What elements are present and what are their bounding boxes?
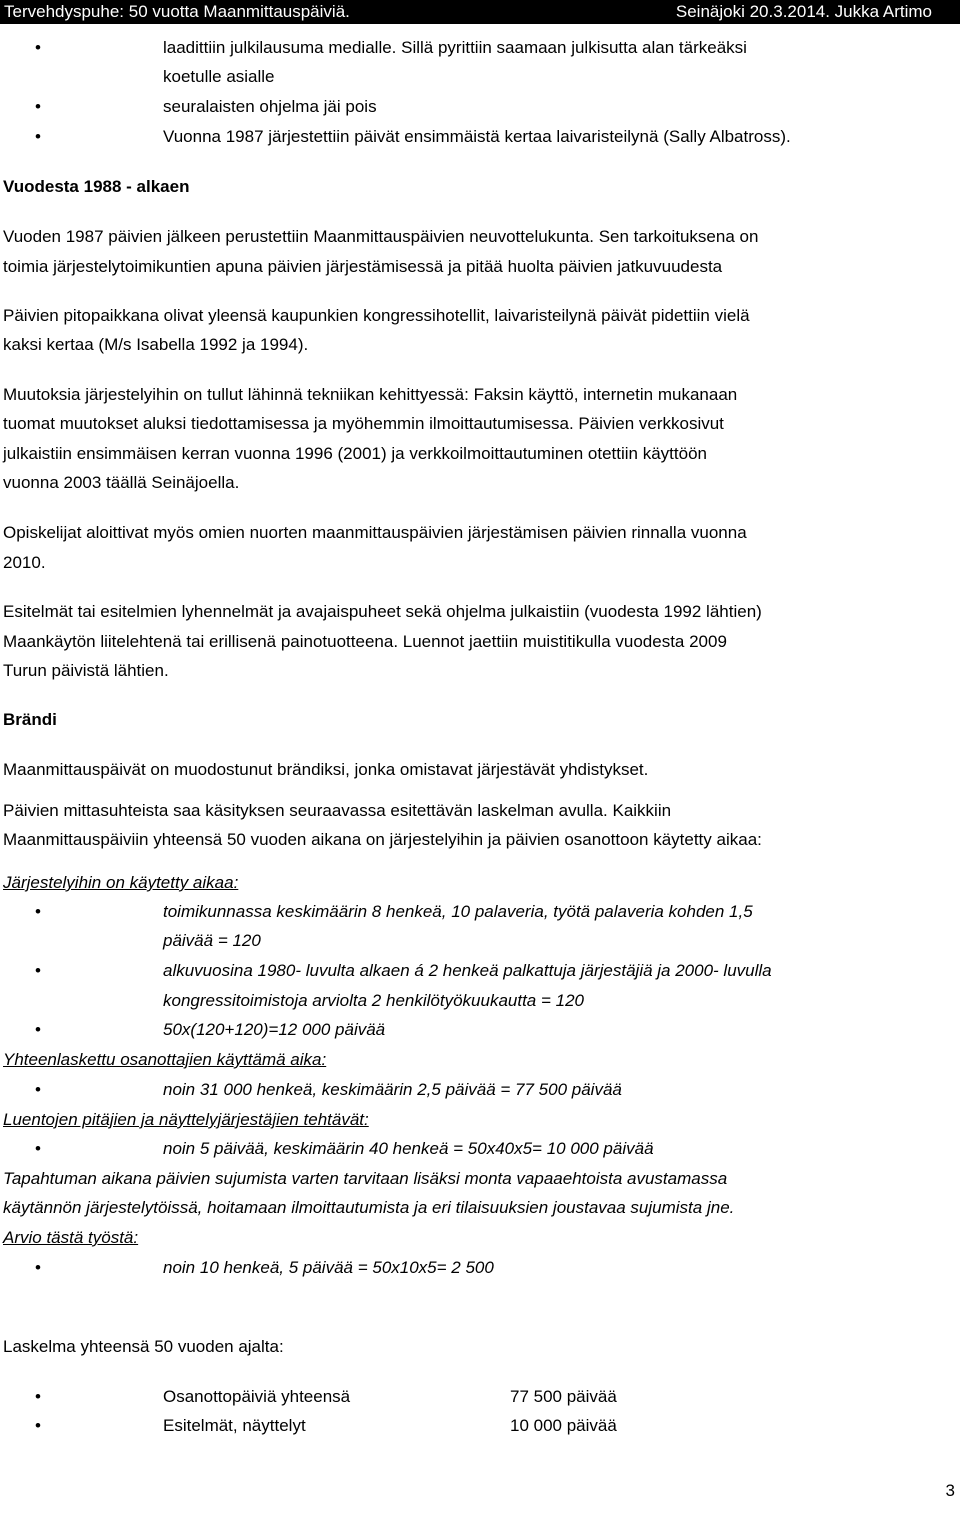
header-right-text: Seinäjoki 20.3.2014. Jukka Artimo: [675, 2, 932, 21]
bullet-icon: •: [35, 1080, 41, 1099]
paragraph-line: Maanmittauspäivät on muodostunut brändiksi, jonka omistavat järjestävät yhdistykset.: [3, 760, 649, 779]
bullet-icon: •: [35, 1387, 41, 1406]
calc-label: Arvio tästä työstä:: [3, 1228, 139, 1247]
calc-item: 50x(120+120)=12 000 päivää: [163, 1020, 386, 1039]
bullet-icon: •: [35, 961, 41, 980]
bullet-icon: •: [35, 1416, 41, 1435]
calc-item-continuation: kongressitoimistoja arviolta 2 henkilötyökuukautta = 120: [163, 991, 584, 1010]
paragraph-line: Maankäytön liitelehtenä tai erillisenä painotuotteena. Luennot jaettiin muistitikulla vuodesta 2009: [3, 632, 727, 651]
summary-row-label: Osanottopäiviä yhteensä: [163, 1387, 351, 1406]
header-left-text: Tervehdyspuhe: 50 vuotta Maanmittauspäiviä.: [4, 2, 350, 21]
summary-row-value: 10 000 päivää: [510, 1416, 617, 1435]
paragraph-line: Maanmittauspäiviin yhteensä 50 vuoden aikana on järjestelyihin ja päivien osanottoon käytetty aikaa:: [3, 830, 762, 849]
bullet-icon: •: [35, 97, 41, 116]
section-heading: Vuodesta 1988 - alkaen: [3, 177, 190, 196]
list-item: seuralaisten ohjelma jäi pois: [163, 97, 377, 116]
paragraph-line: Esitelmät tai esitelmien lyhennelmät ja avajaispuheet sekä ohjelma julkaistiin (vuodesta 1992 lähtien): [3, 602, 762, 621]
paragraph-line: Päivien mittasuhteista saa käsityksen seuraavassa esitettävän laskelman avulla. Kaikkiin: [3, 801, 672, 820]
calc-item-continuation: päivää = 120: [163, 931, 261, 950]
summary-row-label: Esitelmät, näyttelyt: [163, 1416, 306, 1435]
list-item-continuation: koetulle asialle: [163, 67, 275, 86]
calc-label: Järjestelyihin on käytetty aikaa:: [3, 873, 239, 892]
calc-label: Luentojen pitäjien ja näyttelyjärjestäjien tehtävät:: [3, 1110, 369, 1129]
calc-paragraph-line: käytännön järjestelytöissä, hoitamaan ilmoittautumista ja eri tilaisuuksien joustavaa sujumista jne.: [3, 1198, 735, 1217]
paragraph-line: Turun päivistä lähtien.: [3, 661, 169, 680]
list-item: laadittiin julkilausuma medialle. Sillä pyrittiin saamaan julkisutta alan tärkeäksi: [163, 38, 747, 57]
bullet-icon: •: [35, 902, 41, 921]
calc-item: noin 31 000 henkeä, keskimäärin 2,5 päivää = 77 500 päivää: [163, 1080, 622, 1099]
paragraph-line: kaksi kertaa (M/s Isabella 1992 ja 1994).: [3, 335, 309, 354]
bullet-icon: •: [35, 1139, 41, 1158]
paragraph-line: toimia järjestelytoimikuntien apuna päivien järjestämisessä ja pitää huolta päivien jatkuvuudesta: [3, 257, 723, 276]
bullet-icon: •: [35, 38, 41, 57]
summary-row-value: 77 500 päivää: [510, 1387, 617, 1406]
paragraph-line: 2010.: [3, 553, 46, 572]
bullet-icon: •: [35, 1020, 41, 1039]
calc-label: Yhteenlaskettu osanottajien käyttämä aika:: [3, 1050, 327, 1069]
list-item: Vuonna 1987 järjestettiin päivät ensimmäistä kertaa laivaristeilynä (Sally Albatross).: [163, 127, 791, 146]
section-heading: Brändi: [3, 710, 57, 729]
bullet-icon: •: [35, 1258, 41, 1277]
paragraph-line: julkaistiin ensimmäisen kerran vuonna 1996 (2001) ja verkkoilmoittautuminen otettiin käyttöön: [3, 444, 707, 463]
calc-item: toimikunnassa keskimäärin 8 henkeä, 10 palaveria, työtä palaveria kohden 1,5: [163, 902, 753, 921]
page-number: 3: [945, 1481, 955, 1500]
paragraph-line: Opiskelijat aloittivat myös omien nuorten maanmittauspäivien järjestämisen päivien rinnalla vuonna: [3, 523, 747, 542]
calc-item: noin 10 henkeä, 5 päivää = 50x10x5= 2 500: [163, 1258, 494, 1277]
page-header: [0, 0, 960, 24]
summary-title: Laskelma yhteensä 50 vuoden ajalta:: [3, 1337, 284, 1356]
paragraph-line: Päivien pitopaikkana olivat yleensä kaupunkien kongressihotellit, laivaristeilynä päivät pidettiin vielä: [3, 306, 750, 325]
calc-item: noin 5 päivää, keskimäärin 40 henkeä = 50x40x5= 10 000 päivää: [163, 1139, 654, 1158]
paragraph-line: Vuoden 1987 päivien jälkeen perustettiin Maanmittauspäivien neuvottelukunta. Sen tarkoituksena on: [3, 227, 759, 246]
calc-paragraph-line: Tapahtuman aikana päivien sujumista varten tarvitaan lisäksi monta vapaaehtoista avustamassa: [3, 1169, 728, 1188]
calc-item: alkuvuosina 1980- luvulta alkaen á 2 henkeä palkattuja järjestäjiä ja 2000- luvulla: [163, 961, 772, 980]
bullet-icon: •: [35, 127, 41, 146]
paragraph-line: tuomat muutokset aluksi tiedottamisessa ja myöhemmin ilmoittautumisessa. Päivien verkkosivut: [3, 414, 724, 433]
paragraph-line: Muutoksia järjestelyihin on tullut lähinnä tekniikan kehittyessä: Faksin käyttö, internetin mukanaan: [3, 385, 738, 404]
paragraph-line: vuonna 2003 täällä Seinäjoella.: [3, 473, 240, 492]
